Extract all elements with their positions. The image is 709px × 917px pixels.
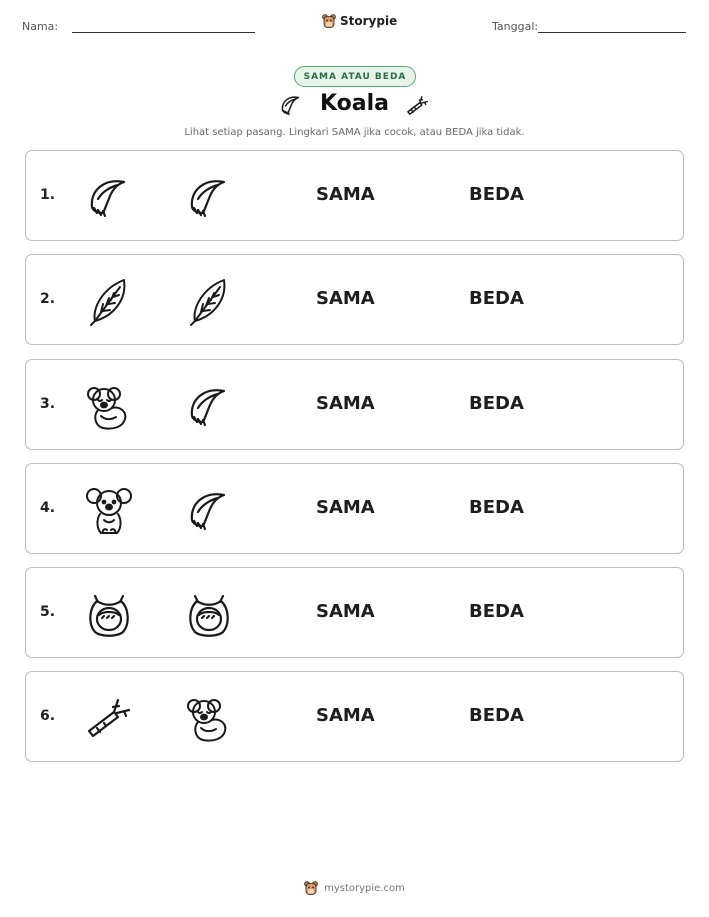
brand-name: Storypie	[340, 14, 398, 28]
left-picture	[83, 275, 135, 327]
koala-sleeping-icon	[183, 692, 235, 744]
different-option[interactable]: BEDA	[469, 288, 524, 309]
name-field-line[interactable]	[72, 32, 255, 33]
left-picture	[83, 692, 135, 744]
pouch-icon	[183, 588, 235, 640]
koala-sleeping-icon	[83, 380, 135, 432]
brand-logo	[322, 13, 397, 29]
date-label: Tanggal:	[492, 20, 539, 33]
different-option[interactable]: BEDA	[469, 497, 524, 518]
storypie-mascot-icon	[322, 13, 336, 29]
question-number: 2.	[40, 291, 56, 307]
same-option[interactable]: SAMA	[316, 705, 375, 726]
category-badge: SAMA ATAU BEDA	[294, 66, 416, 87]
left-picture	[83, 380, 135, 432]
right-picture	[183, 171, 235, 223]
footer-url: mystorypie.com	[324, 882, 405, 894]
question-row	[25, 671, 684, 762]
claw-icon	[183, 171, 235, 223]
right-picture	[183, 692, 235, 744]
date-field-line[interactable]	[538, 32, 686, 33]
different-option[interactable]: BEDA	[469, 705, 524, 726]
question-number: 4.	[40, 500, 56, 516]
same-option[interactable]: SAMA	[316, 288, 375, 309]
left-picture	[83, 588, 135, 640]
claw-icon	[183, 380, 235, 432]
question-number: 3.	[40, 396, 56, 412]
worksheet-title: Koala	[319, 91, 389, 116]
same-option[interactable]: SAMA	[316, 601, 375, 622]
same-option[interactable]: SAMA	[316, 184, 375, 205]
question-number: 6.	[40, 708, 56, 724]
same-option[interactable]: SAMA	[316, 393, 375, 414]
branch-icon	[402, 93, 433, 118]
leaf-icon	[83, 275, 135, 327]
koala-sitting-icon	[83, 484, 135, 536]
question-row	[25, 567, 684, 658]
question-number: 1.	[40, 187, 56, 203]
left-picture	[83, 484, 135, 536]
left-picture	[83, 171, 135, 223]
claw-icon	[83, 171, 135, 223]
question-number: 5.	[40, 604, 56, 620]
name-label: Nama:	[22, 20, 59, 33]
pouch-icon	[83, 588, 135, 640]
right-picture	[183, 484, 235, 536]
question-row	[25, 254, 684, 345]
leaf-icon	[183, 275, 235, 327]
right-picture	[183, 588, 235, 640]
claw-icon	[183, 484, 235, 536]
question-row	[25, 150, 684, 241]
question-row	[25, 463, 684, 554]
storypie-mascot-icon	[304, 880, 318, 896]
different-option[interactable]: BEDA	[469, 601, 524, 622]
same-option[interactable]: SAMA	[316, 497, 375, 518]
right-picture	[183, 380, 235, 432]
branch-icon	[83, 692, 135, 744]
different-option[interactable]: BEDA	[469, 184, 524, 205]
different-option[interactable]: BEDA	[469, 393, 524, 414]
right-picture	[183, 275, 235, 327]
question-row	[25, 359, 684, 450]
instruction-text: Lihat setiap pasang. Lingkari SAMA jika cocok, atau BEDA jika tidak.	[184, 127, 525, 138]
footer	[0, 880, 709, 896]
